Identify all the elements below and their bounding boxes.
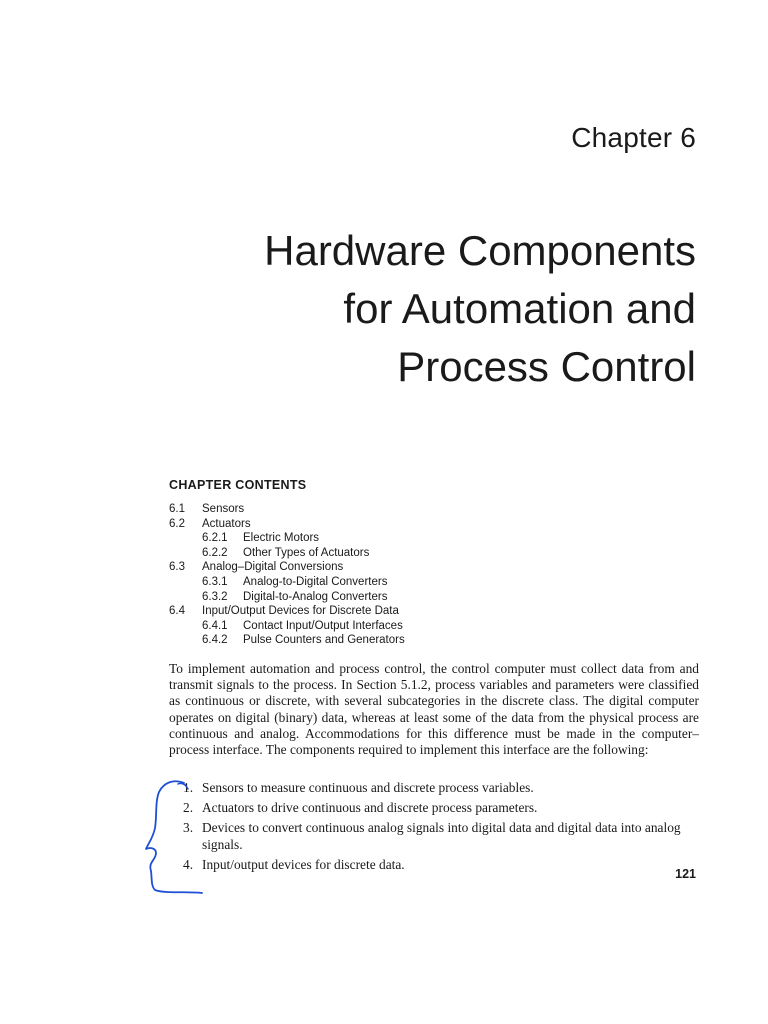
list-text: Sensors to measure continuous and discrete process variables. xyxy=(202,780,534,795)
chapter-title-line: Process Control xyxy=(397,343,696,390)
toc-title: Actuators xyxy=(202,517,251,530)
toc-number: 6.3.1 xyxy=(202,575,228,588)
toc-title: Other Types of Actuators xyxy=(243,546,370,559)
toc-title: Digital-to-Analog Converters xyxy=(243,590,388,603)
toc-title: Sensors xyxy=(202,503,245,515)
list-number: 2. xyxy=(183,800,194,816)
page-number: 121 xyxy=(675,867,696,881)
chapter-title-line: Hardware Components xyxy=(264,227,696,274)
list-text: Actuators to drive continuous and discrete process parameters. xyxy=(202,800,538,816)
list-text: Devices to convert continuous analog signals into digital data and digital data into analog signals. xyxy=(202,820,681,852)
list-item xyxy=(169,800,699,816)
list-text: Input/output devices for discrete data. xyxy=(202,856,405,872)
chapter-title-line: for Automation and xyxy=(343,285,696,332)
toc-number: 6.2.2 xyxy=(202,546,228,559)
toc-title: Analog–Digital Conversions xyxy=(202,561,344,574)
toc-number: 6.1 xyxy=(169,503,185,515)
chapter-title xyxy=(136,222,696,396)
intro-paragraph: To implement automation and process control, the control computer must collect data from and transmit signals to the process. In Section 5.1.2, process variables and parameters were classified as continuous or discrete, with several subcategories in the discrete class. The digital computer operates on digital (binary) data, whereas at least some of the data from the physical process are continuous and analog. Accommodations for this difference must be made in the computer–process interface. The components required to implement this interface are the following: xyxy=(169,661,699,758)
hand-drawn-bracket-icon xyxy=(138,776,210,898)
toc-number: 6.4 xyxy=(169,605,185,618)
chapter-label: Chapter 6 xyxy=(571,122,696,153)
toc-title: Input/Output Devices for Discrete Data xyxy=(202,605,399,618)
component-list xyxy=(169,780,699,877)
toc-title: Electric Motors xyxy=(243,532,320,545)
list-number: 4. xyxy=(183,856,194,872)
toc-number: 6.4.2 xyxy=(202,634,228,647)
toc-title: Pulse Counters and Generators xyxy=(243,634,405,647)
toc-number: 6.3.2 xyxy=(202,590,228,603)
list-item xyxy=(169,820,699,852)
toc-number: 6.2 xyxy=(169,517,185,530)
contents-heading: CHAPTER CONTENTS xyxy=(169,478,307,492)
list-number: 3. xyxy=(183,820,194,836)
toc-number: 6.2.1 xyxy=(202,532,228,545)
toc-number: 6.3 xyxy=(169,561,185,574)
toc-title: Contact Input/Output Interfaces xyxy=(243,619,403,632)
list-item xyxy=(169,857,699,873)
toc-number: 6.4.1 xyxy=(202,619,228,632)
toc-title: Analog-to-Digital Converters xyxy=(243,575,388,588)
list-item xyxy=(169,780,699,796)
list-number: 1. xyxy=(183,780,194,795)
